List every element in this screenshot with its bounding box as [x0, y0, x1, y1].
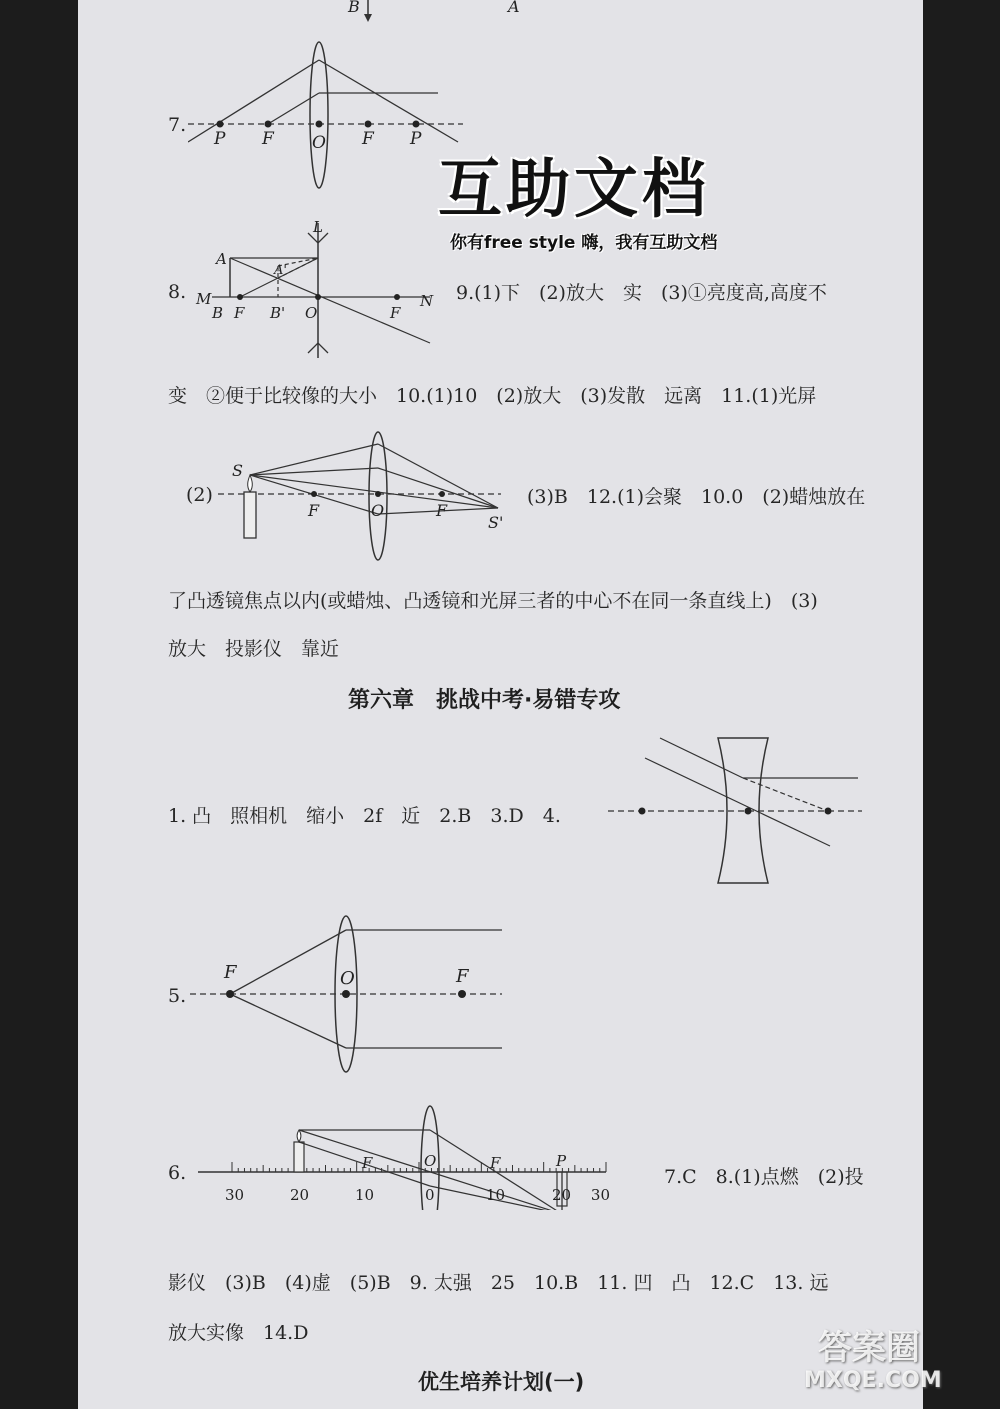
q8-label-f1: F [234, 304, 245, 322]
q8-label-b: B [212, 304, 224, 322]
q8-label-o: O [305, 304, 318, 322]
q7-label-f2: F [362, 129, 374, 149]
c6-answer-text: 7.C 8.(1)点燃 (2)投 [664, 1166, 864, 1188]
c6-tick-30-right: 30 [590, 1186, 610, 1204]
q8-label-m: M [196, 290, 212, 308]
q11-label-o: O [371, 501, 385, 520]
chapter-answer-line-end-2: 放大实像 14.D [168, 1322, 309, 1344]
site-logo: 答案圈 [818, 1328, 920, 1368]
site-url: MXQE.COM [804, 1368, 942, 1393]
c5-number: 5. [168, 985, 187, 1007]
top-label-b: B [348, 0, 360, 16]
c5-label-o: O [340, 968, 355, 989]
q8-label-a: A [216, 250, 227, 268]
c5-convex-lens-diagram [190, 910, 510, 1080]
page [78, 0, 942, 1409]
q11-label-s2: S' [488, 513, 504, 532]
chapter-answer-line-end-1: 影仪 (3)B (4)虚 (5)B 9. 太强 25 10.B 11. 凹 凸 12.C 13. 远 [168, 1272, 829, 1294]
c6-label-f2: F [490, 1154, 501, 1172]
answer-line-9: 9.(1)下 (2)放大 实 (3)①亮度高,高度不 [456, 282, 827, 304]
answer-line-12: 了凸透镜焦点以内(或蜡烛、凸透镜和光屏三者的中心不在同一条直线上) (3) [168, 590, 818, 612]
q7-number: 7. [168, 114, 187, 136]
chapter-answer-line-1: 1. 凸 照相机 缩小 2f 近 2.B 3.D 4. [168, 805, 561, 827]
c6-number: 6. [168, 1162, 187, 1184]
q8-label-n: N [420, 292, 434, 310]
q11-label-s: S [232, 461, 243, 480]
q7-label-f1: F [262, 129, 274, 149]
q8-diagram [190, 218, 440, 358]
c6-tick-30-left: 30 [225, 1186, 245, 1204]
answer-line-10: 变 ②便于比较像的大小 10.(1)10 (2)放大 (3)发散 远离 11.(1)光屏 [168, 385, 817, 407]
q7-label-p1: P [214, 129, 226, 149]
top-partial-figure [78, 0, 923, 30]
q8-label-a2: A' [274, 263, 287, 278]
c6-label-f1: F [362, 1154, 373, 1172]
chapter-heading: 第六章 挑战中考·易错专攻 [348, 688, 621, 713]
q7-diagram [188, 40, 478, 195]
watermark-subtitle: 你有free style 嗨，我有互助文档 [450, 233, 718, 253]
footer-title: 优生培养计划(一) [418, 1370, 585, 1394]
c6-tick-0: 0 [425, 1186, 435, 1204]
c6-ruler-diagram [190, 1100, 610, 1210]
q8-label-f2: F [390, 304, 401, 322]
c6-label-p: P [556, 1152, 567, 1170]
q8-label-l: L [313, 218, 323, 236]
c4-concave-lens-diagram [600, 728, 870, 888]
q8-number: 8. [168, 281, 187, 303]
top-label-a: A [508, 0, 520, 16]
q11-label-f2: F [436, 501, 448, 520]
c6-tick-20-left: 20 [290, 1186, 310, 1204]
c6-tick-10-right: 10 [486, 1186, 506, 1204]
c5-label-f2: F [456, 966, 469, 987]
c6-tick-10-left: 10 [355, 1186, 375, 1204]
answer-line-13: 放大 投影仪 靠近 [168, 638, 340, 660]
q11-diagram [218, 428, 508, 563]
q8-label-b2: B' [270, 304, 286, 322]
c5-label-f1: F [224, 962, 237, 983]
watermark-title: 互助文档 [438, 153, 710, 227]
c6-label-o: O [424, 1152, 437, 1170]
q11-number: (2) [186, 484, 213, 506]
q11-label-f1: F [308, 501, 320, 520]
c6-tick-20-right: 20 [552, 1186, 572, 1204]
q7-label-o: O [312, 133, 326, 153]
answer-line-11: (3)B 12.(1)会聚 10.0 (2)蜡烛放在 [527, 486, 866, 508]
q7-label-p2: P [410, 129, 422, 149]
